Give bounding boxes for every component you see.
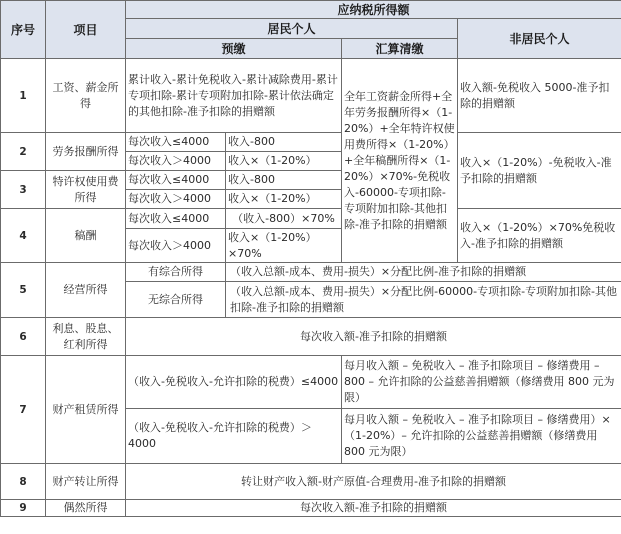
condition: 每次收入≤4000 bbox=[126, 171, 226, 190]
row-item: 特许权使用费所得 bbox=[46, 171, 126, 209]
formula: 转让财产收入额-财产原值-合理费用-准予扣除的捐赠额 bbox=[126, 464, 621, 500]
row-item: 工资、薪金所得 bbox=[46, 59, 126, 133]
condition: （收入-免税收入-允许扣除的税费）＞4000 bbox=[126, 409, 342, 464]
prepay-formula: 收入-800 bbox=[226, 133, 342, 152]
row-item: 财产转让所得 bbox=[46, 464, 126, 500]
settle-formula: 全年工资薪金所得+全年劳务报酬所得×（1-20%）+全年特许权使用费所得×（1-20%）+全年稿酬所得×（1-20%）×70%-免税收入-60000-专项扣除-专项附加扣除-其他扣除-准予扣除的捐赠额 bbox=[342, 59, 458, 263]
header-no: 序号 bbox=[1, 1, 46, 59]
row-item: 偶然所得 bbox=[46, 500, 126, 517]
header-taxable-income: 应纳税所得额 bbox=[126, 1, 621, 19]
row-number: 4 bbox=[1, 209, 46, 263]
header-settle: 汇算清缴 bbox=[342, 39, 458, 59]
row-number: 2 bbox=[1, 133, 46, 171]
row-number: 6 bbox=[1, 318, 46, 356]
row-item: 稿酬 bbox=[46, 209, 126, 263]
table-row bbox=[1, 209, 621, 229]
row-number: 7 bbox=[1, 356, 46, 464]
row-number: 9 bbox=[1, 500, 46, 517]
nonresident-formula: 收入×（1-20%）×70%免税收入-准予扣除的捐赠额 bbox=[458, 209, 621, 263]
nonresident-formula: 收入×（1-20%）-免税收入-准予扣除的捐赠额 bbox=[458, 133, 621, 209]
sub-condition: 无综合所得 bbox=[126, 282, 226, 318]
formula: 每月收入额 – 免税收入 – 准予扣除项目 – 修缮费用 – 800 – 允许扣除的公益慈善捐赠额（修缮费用 800 元为限） bbox=[342, 356, 621, 409]
condition: 每次收入≤4000 bbox=[126, 133, 226, 152]
formula: （收入总额-成本、费用-损失）×分配比例-60000-专项扣除-专项附加扣除-其他扣除-准予扣除的捐赠额 bbox=[226, 282, 621, 318]
condition: 每次收入≤4000 bbox=[126, 209, 226, 229]
row-item: 劳务报酬所得 bbox=[46, 133, 126, 171]
prepay-formula: （收入-800）×70% bbox=[226, 209, 342, 229]
table-row bbox=[1, 133, 621, 152]
table-row bbox=[1, 263, 621, 282]
row-number: 8 bbox=[1, 464, 46, 500]
prepay-formula: 收入×（1-20%）×70% bbox=[226, 229, 342, 263]
row-item: 财产租赁所得 bbox=[46, 356, 126, 464]
header-resident: 居民个人 bbox=[126, 19, 458, 39]
row-number: 3 bbox=[1, 171, 46, 209]
header-nonresident: 非居民个人 bbox=[458, 19, 621, 59]
nonresident-formula: 收入额-免税收入 5000-准予扣除的捐赠额 bbox=[458, 59, 621, 133]
row-number: 1 bbox=[1, 59, 46, 133]
formula: 每次收入额-准予扣除的捐赠额 bbox=[126, 500, 621, 517]
prepay-formula: 收入-800 bbox=[226, 171, 342, 190]
prepay-formula: 累计收入-累计免税收入-累计减除费用-累计专项扣除-累计专项附加扣除-累计依法确定的其他扣除-准予扣除的捐赠额 bbox=[126, 59, 342, 133]
table-row bbox=[1, 464, 621, 500]
prepay-formula: 收入×（1-20%） bbox=[226, 190, 342, 209]
table-row bbox=[1, 500, 621, 517]
condition: 每次收入＞4000 bbox=[126, 229, 226, 263]
table-row bbox=[1, 59, 621, 133]
header-item: 项目 bbox=[46, 1, 126, 59]
sub-condition: 有综合所得 bbox=[126, 263, 226, 282]
condition: 每次收入＞4000 bbox=[126, 190, 226, 209]
condition: （收入-免税收入-允许扣除的税费）≤4000 bbox=[126, 356, 342, 409]
condition: 每次收入＞4000 bbox=[126, 152, 226, 171]
formula: （收入总额-成本、费用-损失）×分配比例-准予扣除的捐赠额 bbox=[226, 263, 621, 282]
prepay-formula: 收入×（1-20%） bbox=[226, 152, 342, 171]
row-item: 经营所得 bbox=[46, 263, 126, 318]
table-row bbox=[1, 318, 621, 356]
header-prepay: 预缴 bbox=[126, 39, 342, 59]
row-item: 利息、股息、红利所得 bbox=[46, 318, 126, 356]
row-number: 5 bbox=[1, 263, 46, 318]
table-row bbox=[1, 356, 621, 409]
formula: 每次收入额-准予扣除的捐赠额 bbox=[126, 318, 621, 356]
formula: 每月收入额 – 免税收入 – 准予扣除项目 – 修缮费用）×（1-20%）– 允许扣除的公益慈善捐赠额（修缮费用 800 元为限） bbox=[342, 409, 621, 464]
